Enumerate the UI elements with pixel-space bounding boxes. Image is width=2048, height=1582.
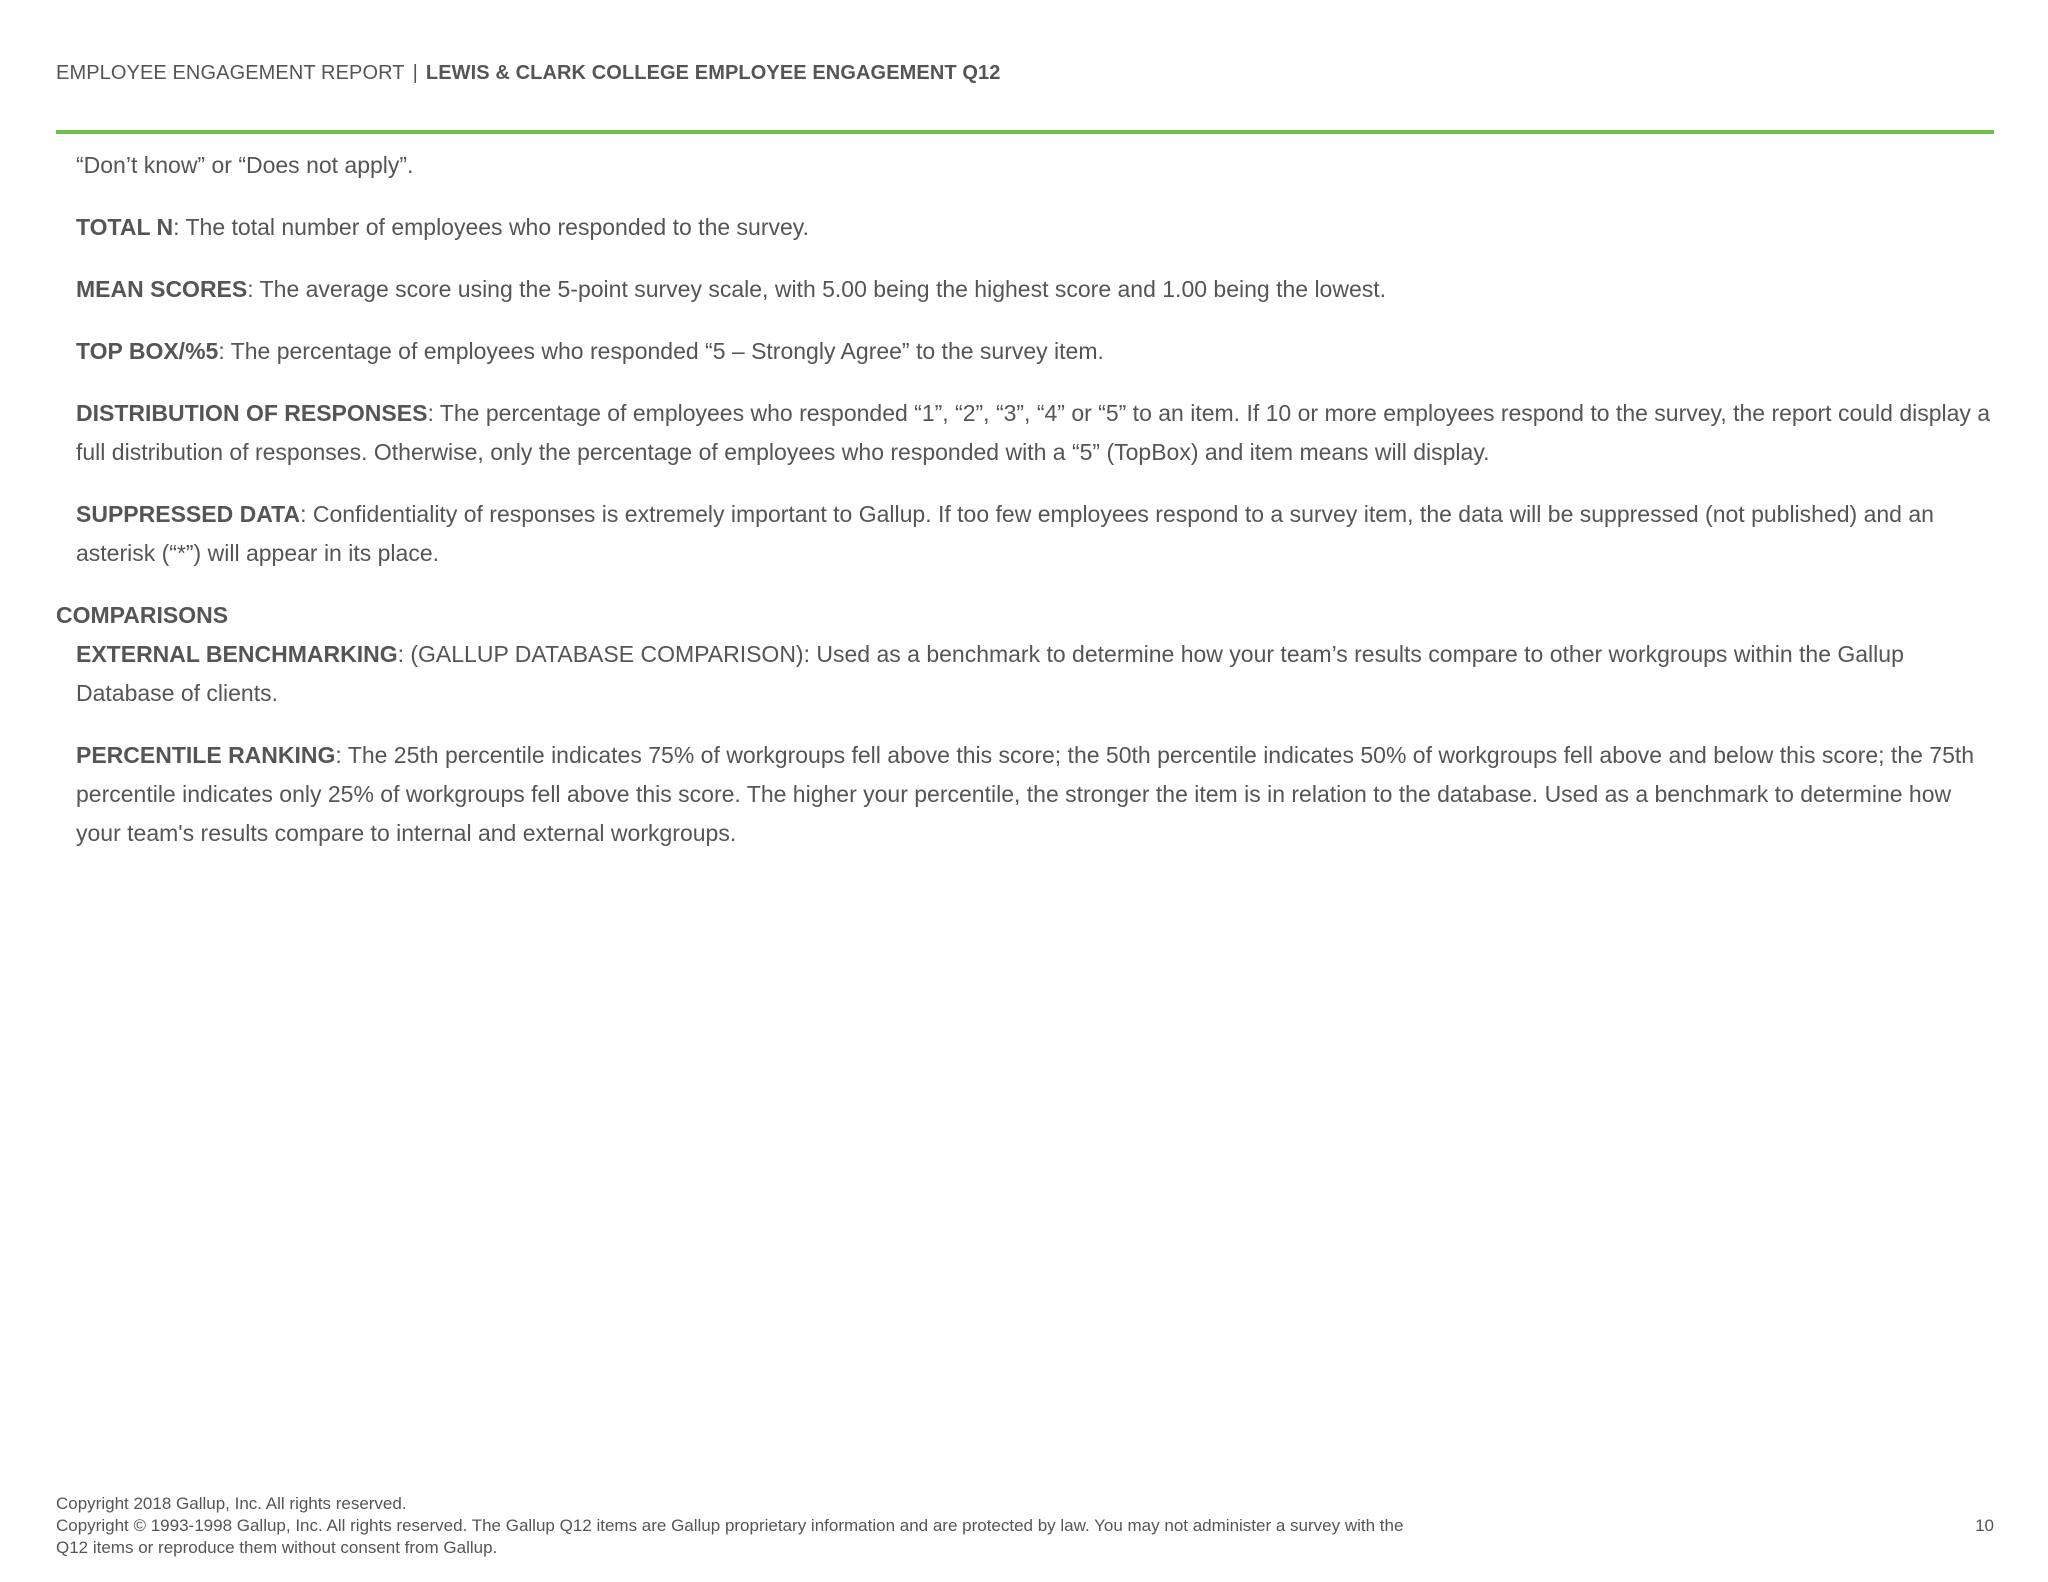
copyright-line-2: Copyright © 1993-1998 Gallup, Inc. All rights reserved. The Gallup Q12 items are Gallup proprietary information and are protected by law. You may not administer a survey with the Q12 items or reproduce them without consent from Gallup. [56, 1516, 1404, 1557]
definition-total-n [76, 208, 1996, 247]
definition-text: : The average score using the 5-point survey scale, with 5.00 being the highest score and 1.00 being the lowest. [247, 276, 1387, 302]
comparison-text: : (GALLUP DATABASE COMPARISON): Used as a benchmark to determine how your team’s results compare to other workgroups within the Gallup Database of clients. [76, 641, 1904, 706]
comparison-term: PERCENTILE RANKING [76, 742, 336, 768]
definition-term: TOTAL N [76, 214, 174, 240]
header-separator: | [412, 62, 418, 84]
definition-text: : The percentage of employees who responded “5 – Strongly Agree” to the survey item. [218, 338, 1104, 364]
report-subject: LEWIS & CLARK COLLEGE EMPLOYEE ENGAGEMENT Q12 [425, 62, 1001, 84]
report-body [56, 146, 1996, 876]
comparison-term: EXTERNAL BENCHMARKING [76, 641, 398, 667]
definition-distribution [76, 394, 1996, 472]
comparisons-heading: COMPARISONS [56, 602, 229, 628]
continuation-text: “Don’t know” or “Does not apply”. [76, 152, 414, 178]
report-label: EMPLOYEE ENGAGEMENT REPORT [56, 62, 405, 84]
comparison-text: : The 25th percentile indicates 75% of workgroups fell above this score; the 50th percentile indicates 50% of workgroups fell above and below this score; the 75th percentile indicates only 25% of workgroups fell above this score. The higher your percentile, the stronger the item is in relation to the database. Used as a benchmark to determine how your team's results compare to internal and external workgroups. [76, 742, 1975, 846]
definition-term: DISTRIBUTION OF RESPONSES [76, 400, 428, 426]
definition-mean-scores [76, 270, 1996, 309]
comparison-percentile-ranking [76, 736, 1996, 853]
definition-text: : The percentage of employees who responded “1”, “2”, “3”, “4” or “5” to an item. If 10 or more employees respond to the survey, the report could display a full distribution of responses. Otherwise, only the percentage of employees who responded with a “5” (TopBox) and item means will display. [76, 400, 1991, 465]
definition-text: : Confidentiality of responses is extremely important to Gallup. If too few employees respond to a survey item, the data will be suppressed (not published) and an asterisk (“*”) will appear in its place. [76, 501, 1934, 566]
definition-term: MEAN SCORES [76, 276, 248, 302]
definition-top-box [76, 332, 1996, 371]
definition-term: SUPPRESSED DATA [76, 501, 301, 527]
report-header [56, 62, 1000, 85]
page-number: 10 [1975, 1516, 1994, 1535]
definition-text: : The total number of employees who responded to the survey. [173, 214, 809, 240]
definition-suppressed-data [76, 495, 1996, 573]
header-divider [56, 130, 1994, 134]
copyright-line-1: Copyright 2018 Gallup, Inc. All rights reserved. [56, 1494, 407, 1513]
definition-term: TOP BOX/%5 [76, 338, 219, 364]
footer-copyright [56, 1493, 1436, 1559]
comparison-external-benchmarking [76, 635, 1996, 713]
